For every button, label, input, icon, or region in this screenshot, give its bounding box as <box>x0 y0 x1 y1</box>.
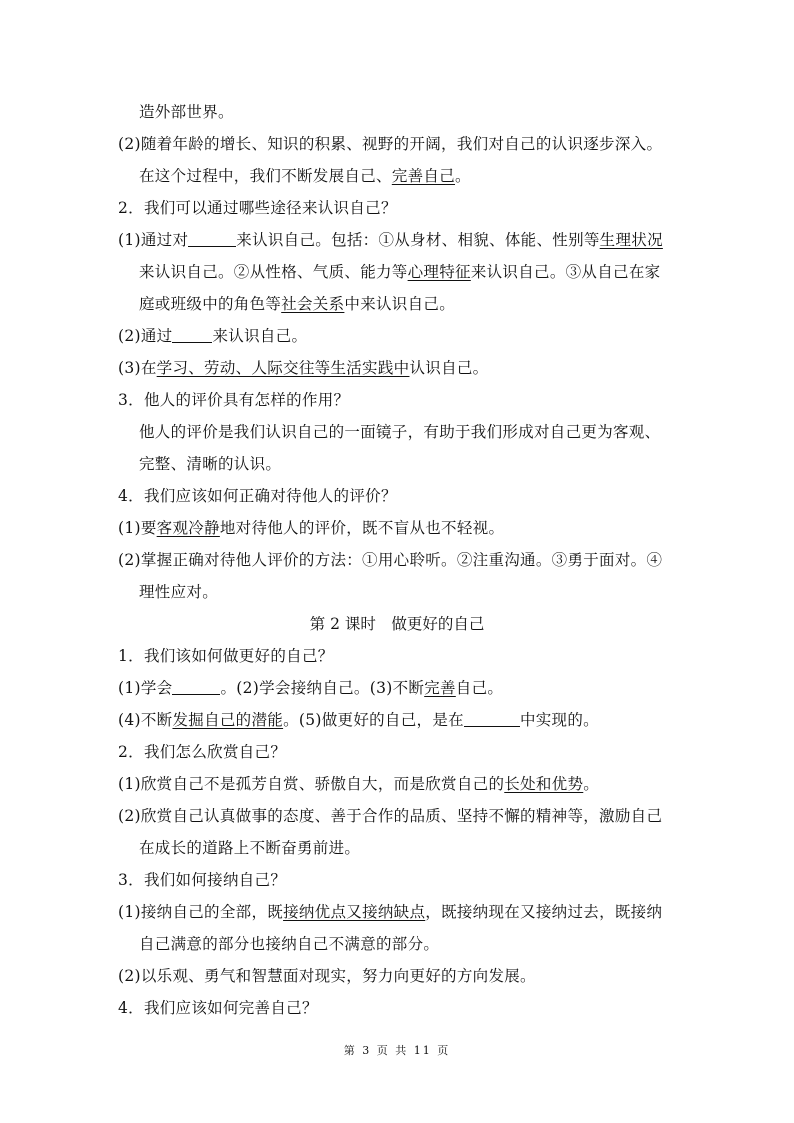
underlined-answer: 长处和优势 <box>504 775 584 793</box>
page-footer: 第 3 页 共 11 页 <box>343 1044 451 1057</box>
text-line: 理性应对。 <box>139 583 219 601</box>
underlined-answer: 完善自己 <box>391 167 456 185</box>
text-line: 他人的评价是我们认识自己的一面镜子，有助于我们形成对自己更为客观、 <box>139 423 661 441</box>
text-line: (2)欣赏自己认真做事的态度、善于合作的品质、坚持不懈的精神等，激励自己 <box>118 807 663 825</box>
text-line: (1)接纳自己的全部，既接纳优点又接纳缺点，既接纳现在又接纳过去，既接纳 <box>118 903 663 921</box>
underlined-answer: 发掘自己的潜能 <box>172 711 284 729</box>
fill-blank <box>172 678 220 695</box>
text-line: 庭或班级中的角色等社会关系中来认识自己。 <box>139 295 456 313</box>
question-heading: 2．我们怎么欣赏自己？ <box>118 743 287 761</box>
underlined-answer: 社会关系 <box>281 295 345 313</box>
text-line: (1)学会 。(2)学会接纳自己。(3)不断完善自己。 <box>118 679 504 697</box>
section-title: 第 2 课时 做更好的自己 <box>309 615 485 633</box>
text-line: (1)要客观冷静地对待他人的评价，既不盲从也不轻视。 <box>118 519 505 537</box>
underlined-answer: 心理特征 <box>407 263 471 281</box>
question-heading: 1．我们该如何做更好的自己？ <box>118 647 334 665</box>
question-heading: 2．我们可以通过哪些途径来认识自己？ <box>118 199 397 217</box>
text-line: (1)欣赏自己不是孤芳自赏、骄傲自大，而是欣赏自己的长处和优势。 <box>118 775 600 793</box>
fill-blank <box>188 230 236 247</box>
question-heading: 4．我们应该如何完善自己？ <box>118 999 318 1017</box>
text-line: 在这个过程中，我们不断发展自己、完善自己。 <box>139 167 471 185</box>
text-line: 造外部世界。 <box>139 103 234 121</box>
fill-blank <box>464 710 520 727</box>
text-line: (2)以乐观、勇气和智慧面对现实，努力向更好的方向发展。 <box>118 967 536 985</box>
underlined-answer: 接纳优点又接纳缺点 <box>283 903 426 921</box>
question-heading: 4．我们应该如何正确对待他人的评价？ <box>118 487 397 505</box>
text-line: 自己满意的部分也接纳自己不满意的部分。 <box>139 935 440 953</box>
underlined-answer: 客观冷静 <box>156 519 220 537</box>
text-line: (4)不断发掘自己的潜能。(5)做更好的自己，是在 中实现的。 <box>118 711 599 729</box>
fill-blank <box>172 326 212 343</box>
text-line: 完整、清晰的认识。 <box>139 455 282 473</box>
text-line: (1)通过对 来认识自己。包括：①从身材、相貌、体能、性别等生理状况 <box>118 231 663 249</box>
text-line: 在成长的道路上不断奋勇前进。 <box>139 839 361 857</box>
underlined-answer: 学习、劳动、人际交往等生活实践中 <box>156 359 410 377</box>
underlined-answer: 完善 <box>424 679 456 697</box>
underlined-answer: 生理状况 <box>599 231 663 249</box>
text-line: (3)在学习、劳动、人际交往等生活实践中认识自己。 <box>118 359 489 377</box>
text-line: 来认识自己。②从性格、气质、能力等心理特征来认识自己。③从自己在家 <box>139 263 661 281</box>
text-line: (2)掌握正确对待他人评价的方法：①用心聆听。②注重沟通。③勇于面对。④ <box>118 551 663 569</box>
text-line: (2)随着年龄的增长、知识的积累、视野的开阔，我们对自己的认识逐步深入。 <box>118 135 663 153</box>
question-heading: 3．他人的评价具有怎样的作用？ <box>118 391 350 409</box>
question-heading: 3．我们如何接纳自己？ <box>118 871 287 889</box>
text-line: (2)通过 来认识自己。 <box>118 327 308 345</box>
